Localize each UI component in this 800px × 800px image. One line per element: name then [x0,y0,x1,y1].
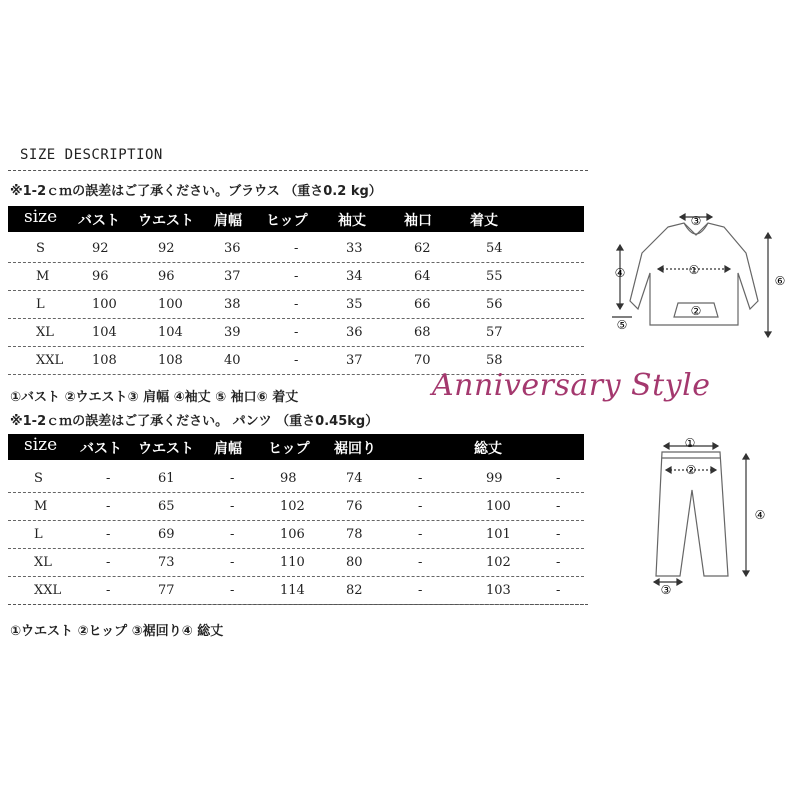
table-cell: - [418,499,423,514]
table-cell: 78 [346,527,363,542]
sweater-diagram [600,205,790,345]
table-cell: 36 [346,325,363,340]
table-cell: - [294,325,299,340]
table-cell: 100 [158,297,183,312]
table-cell: 36 [224,241,241,256]
header-cell: ウエスト [138,213,194,229]
measure-label: ① [684,436,696,450]
table-cell: 69 [158,527,175,542]
table-cell: 76 [346,499,363,514]
table-cell: - [230,583,235,598]
table-cell: 40 [224,353,241,368]
measure-label: ③ [690,214,702,228]
table-cell: 39 [224,325,241,340]
table-cell: 98 [280,471,297,486]
measure-label: ④ [754,508,766,522]
table-cell: XL [36,325,54,340]
table-cell: 80 [346,555,363,570]
header-cell: 肩幅 [214,213,242,229]
table-row [8,578,584,605]
pants-diagram [640,430,780,600]
table-cell: 34 [346,269,363,284]
table-cell: - [556,583,561,598]
table-cell: 35 [346,297,363,312]
table-cell: 74 [346,471,363,486]
table-cell: 38 [224,297,241,312]
table-row [8,466,584,493]
table-row [8,320,584,347]
header-cell: 着丈 [470,213,498,229]
table-cell: - [230,471,235,486]
table-cell: 100 [92,297,117,312]
table-cell: 110 [280,555,305,570]
table-cell: 66 [414,297,431,312]
header-cell: 総丈 [474,441,502,457]
header-cell: 袖丈 [338,213,366,229]
table-cell: S [36,241,45,256]
divider [8,604,588,605]
table-cell: M [34,499,48,514]
table-cell: 99 [486,471,503,486]
table-cell: 54 [486,241,503,256]
table-cell: XL [34,555,52,570]
table-cell: 33 [346,241,363,256]
table-cell: - [106,527,111,542]
table-cell: - [556,555,561,570]
measure-label: ② [690,304,702,318]
table-cell: - [418,527,423,542]
table-cell: 55 [486,269,503,284]
table-cell: - [418,555,423,570]
table-cell: - [418,471,423,486]
table-cell: - [230,527,235,542]
top-note: ※1-2ｃｍの誤差はご了承ください。ブラウス （重さ0.2 kg） [10,184,382,199]
table-cell: M [36,269,50,284]
table-cell: - [418,583,423,598]
header-cell: size [24,207,58,227]
table-cell: - [294,297,299,312]
header-cell: ヒップ [266,213,308,229]
table-cell: 65 [158,499,175,514]
bottom-table-header [8,434,584,460]
table-row [8,522,584,549]
table-cell: 64 [414,269,431,284]
table-cell: - [230,499,235,514]
table-row [8,494,584,521]
table-cell: 96 [92,269,109,284]
table-cell: - [556,499,561,514]
table-cell: L [34,527,43,542]
table-cell: - [294,241,299,256]
table-cell: XXL [34,583,62,598]
bottom-note: ※1-2ｃｍの誤差はご了承ください。 パンツ （重さ0.45kg） [10,414,379,429]
bottom-legend: ①ウエスト ②ヒップ ③裾回り④ 総丈 [10,624,224,639]
table-row [8,264,584,291]
measure-label: ① [688,263,700,277]
table-cell: 77 [158,583,175,598]
table-cell: XXL [36,353,64,368]
table-cell: 73 [158,555,175,570]
table-cell: 92 [158,241,175,256]
table-cell: 108 [92,353,117,368]
table-cell: 37 [346,353,363,368]
table-cell: 104 [92,325,117,340]
top-legend: ①バスト ②ウエスト③ 肩幅 ④袖丈 ⑤ 袖口⑥ 着丈 [10,390,299,405]
table-cell: 82 [346,583,363,598]
divider [8,170,588,171]
table-cell: L [36,297,45,312]
top-table-header [8,206,584,232]
table-cell: 102 [486,555,511,570]
table-cell: 103 [486,583,511,598]
header-cell: バスト [80,441,122,457]
table-cell: - [106,555,111,570]
table-cell: 96 [158,269,175,284]
table-cell: 70 [414,353,431,368]
measure-label: ⑥ [774,274,786,288]
table-cell: 108 [158,353,183,368]
table-cell: - [294,353,299,368]
measure-label: ② [685,463,697,477]
table-cell: 100 [486,499,511,514]
header-cell: ウエスト [138,441,194,457]
table-cell: 37 [224,269,241,284]
table-cell: 56 [486,297,503,312]
table-row [8,550,584,577]
header-cell: 袖口 [404,213,432,229]
header-cell: 裾回り [334,441,376,457]
header-cell: バスト [78,213,120,229]
page-title: SIZE DESCRIPTION [20,147,163,163]
header-cell: size [24,435,58,455]
table-cell: - [106,499,111,514]
table-cell: 57 [486,325,503,340]
table-cell: 62 [414,241,431,256]
table-cell: - [230,555,235,570]
measure-label: ⑤ [616,318,628,332]
table-cell: - [106,471,111,486]
header-cell: ヒップ [268,441,310,457]
table-row [8,292,584,319]
table-cell: - [294,269,299,284]
table-cell: - [106,583,111,598]
table-cell: - [556,471,561,486]
table-row [8,236,584,263]
table-cell: 68 [414,325,431,340]
header-cell: 肩幅 [214,441,242,457]
table-cell: 61 [158,471,175,486]
measure-label: ④ [614,266,626,280]
table-cell: 114 [280,583,305,598]
table-cell: 104 [158,325,183,340]
table-cell: 92 [92,241,109,256]
table-cell: S [34,471,43,486]
table-cell: - [556,527,561,542]
brand-logo: Anniversary Style [432,368,711,403]
table-cell: 106 [280,527,305,542]
table-cell: 101 [486,527,511,542]
measure-label: ③ [660,583,672,597]
table-cell: 102 [280,499,305,514]
table-cell: 58 [486,353,503,368]
